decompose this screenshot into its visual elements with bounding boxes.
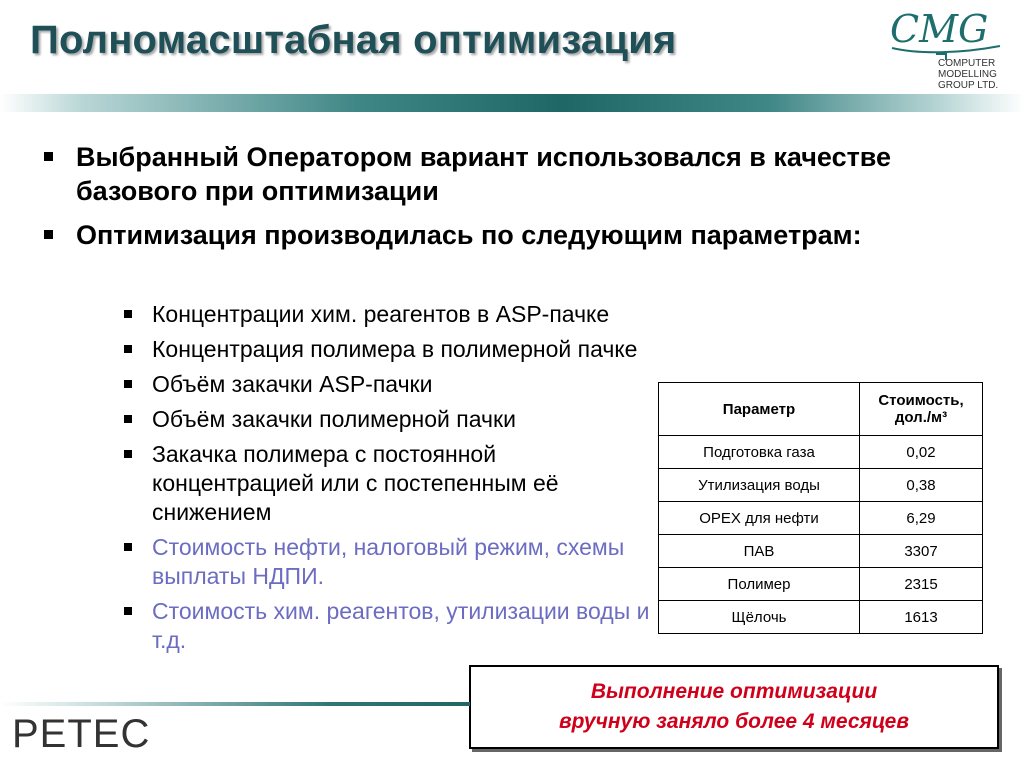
table-row (659, 436, 983, 469)
bullet-square-icon (44, 230, 53, 239)
sub-bullet-item (120, 405, 660, 434)
table-row (659, 568, 983, 601)
note-line: вручную заняло более 4 месяцев (558, 710, 910, 733)
table-cell-parameter: ПАВ (659, 535, 860, 568)
sub-bullet-item (120, 533, 660, 591)
bullet-square-icon (124, 380, 132, 388)
table-header-row (659, 383, 983, 436)
table-cell-parameter: Утилизация воды (659, 469, 860, 502)
sub-bullet-item (120, 300, 660, 329)
petec-logo: PETEC (12, 712, 151, 756)
bullet-square-icon (124, 450, 132, 458)
page-title: Полномасштабная оптимизация (30, 18, 677, 62)
cost-table (658, 382, 983, 634)
sub-bullet-text: Стоимость хим. реагентов, утилизации воды и т.д. (152, 598, 650, 653)
cmg-logo (888, 8, 1014, 98)
main-bullet-list (42, 140, 972, 262)
bullet-item (42, 218, 972, 252)
sub-bullet-text: Закачка полимера с постоянной концентрацией или с постепенным её снижением (152, 441, 559, 525)
table-row (659, 535, 983, 568)
table-cell-parameter: Полимер (659, 568, 860, 601)
table-cell-cost: 3307 (860, 535, 983, 568)
sub-bullet-item (120, 597, 660, 655)
table-row (659, 469, 983, 502)
table-cell-cost: 1613 (860, 601, 983, 634)
bullet-square-icon (124, 415, 132, 423)
sub-bullet-item (120, 440, 660, 527)
parameter-sub-list (120, 300, 660, 661)
footer-divider (0, 702, 470, 706)
cmg-logo-line: COMPUTER (938, 58, 996, 69)
bullet-item (42, 140, 972, 208)
bullet-square-icon (44, 152, 53, 161)
cmg-logo-icon (888, 8, 1006, 60)
bullet-square-icon (124, 345, 132, 353)
svg-text:CMG: CMG (890, 8, 989, 51)
table-header-parameter: Параметр (659, 383, 860, 436)
cmg-logo-line: MODELLING (938, 69, 997, 80)
table-cell-cost: 0,38 (860, 469, 983, 502)
table-cell-cost: 0,02 (860, 436, 983, 469)
sub-bullet-text: Объём закачки ASP-пачки (152, 371, 433, 397)
optimization-note (469, 665, 999, 749)
sub-bullet-text: Стоимость нефти, налоговый режим, схемы выплаты НДПИ. (152, 534, 625, 589)
bullet-text: Оптимизация производилась по следующим параметрам: (76, 220, 862, 250)
table-row (659, 502, 983, 535)
table-cell-parameter: OPEX для нефти (659, 502, 860, 535)
title-divider (0, 94, 1024, 112)
bullet-square-icon (124, 607, 132, 615)
table-cell-parameter: Подготовка газа (659, 436, 860, 469)
sub-bullet-item (120, 335, 660, 364)
sub-bullet-text: Концентрация полимера в полимерной пачке (152, 336, 638, 362)
sub-bullet-text: Концентрации хим. реагентов в ASP-пачке (152, 301, 610, 327)
table-header-cost: Стоимость, дол./м³ (860, 383, 983, 436)
sub-bullet-item (120, 370, 660, 399)
bullet-square-icon (124, 543, 132, 551)
note-line: Выполнение оптимизации (590, 680, 878, 703)
bullet-text: Выбранный Оператором вариант использовался в качестве базового при оптимизации (76, 142, 892, 206)
sub-bullet-text: Объём закачки полимерной пачки (152, 406, 516, 432)
table-cell-cost: 6,29 (860, 502, 983, 535)
cmg-logo-line: GROUP LTD. (938, 80, 999, 91)
table-cell-cost: 2315 (860, 568, 983, 601)
table-cell-parameter: Щёлочь (659, 601, 860, 634)
cmg-logo-text (938, 58, 1014, 91)
bullet-square-icon (124, 310, 132, 318)
table-row (659, 601, 983, 634)
